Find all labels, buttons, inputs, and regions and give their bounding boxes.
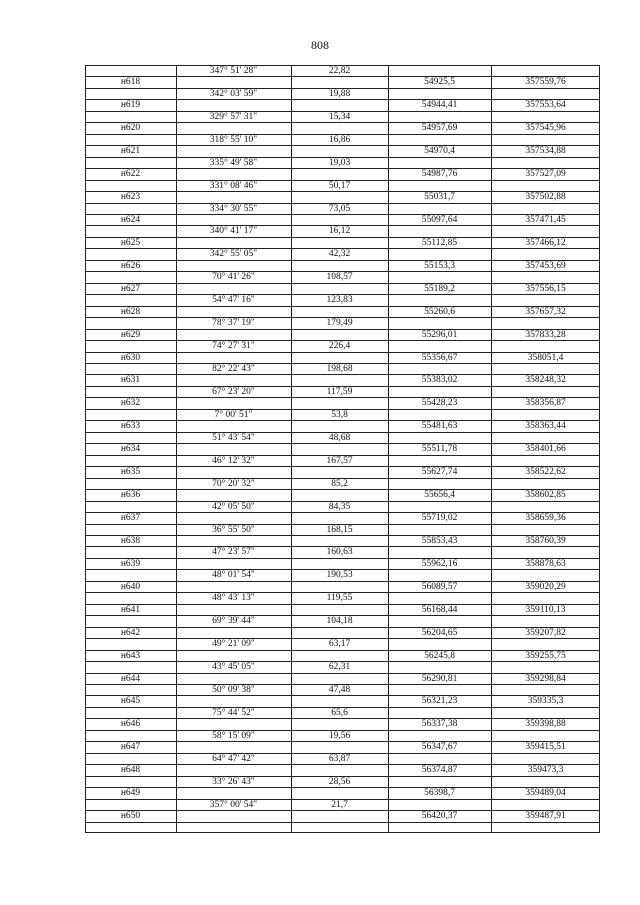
segment-length: 50,17 xyxy=(328,180,351,191)
point-name: н639 xyxy=(120,558,141,569)
segment-length: 198,68 xyxy=(326,364,353,375)
segment-angle: 36° 55' 50" xyxy=(212,524,255,535)
coordinate-x: 55719,02 xyxy=(421,513,458,524)
coordinate-y: 358356,87 xyxy=(525,398,566,409)
point-name: н629 xyxy=(120,329,141,340)
segment-angle: 43° 45' 05" xyxy=(212,662,255,673)
coordinate-x: 56374,87 xyxy=(421,765,458,776)
coordinate-y: 358602,85 xyxy=(525,490,566,501)
coordinate-x: 55153,3 xyxy=(424,260,455,271)
point-name: н633 xyxy=(120,421,141,432)
coordinate-y: 357471,45 xyxy=(525,215,566,225)
point-name: н618 xyxy=(120,77,141,88)
segment-length: 119,55 xyxy=(326,593,353,604)
coordinate-y: 357833,28 xyxy=(525,329,566,340)
coordinate-x: 55511,78 xyxy=(421,444,458,455)
coordinate-y: 358760,39 xyxy=(525,535,566,546)
point-name: н645 xyxy=(120,696,141,707)
coordinate-y: 357559,76 xyxy=(525,77,566,88)
coordinate-x: 56337,38 xyxy=(421,719,458,730)
segment-length: 63,87 xyxy=(328,753,351,764)
segment-angle: 58° 15' 09" xyxy=(212,730,255,741)
coordinate-x: 55962,16 xyxy=(421,558,458,569)
segment-length: 179,49 xyxy=(326,318,353,329)
segment-angle: 329° 57' 31" xyxy=(209,111,258,122)
segment-angle: 69° 39' 44" xyxy=(212,616,255,627)
segment-angle: 48° 43' 13" xyxy=(212,593,255,604)
segment-angle: 70° 41' 26" xyxy=(212,272,255,283)
segment-length: 19,03 xyxy=(328,157,351,168)
segment-length: 63,17 xyxy=(328,639,351,650)
point-name: н640 xyxy=(120,581,141,592)
coordinate-y: 358363,44 xyxy=(525,421,566,432)
coordinate-x: 55097,64 xyxy=(421,215,458,225)
point-name: н638 xyxy=(120,535,141,546)
segment-angle: 64° 47' 42" xyxy=(212,753,255,764)
segment-length: 42,32 xyxy=(328,249,351,260)
point-name: н636 xyxy=(120,490,141,501)
segment-length: 19,88 xyxy=(328,88,351,99)
coordinate-x: 56398,7 xyxy=(424,788,455,799)
point-name: н619 xyxy=(120,100,141,111)
point-name: н630 xyxy=(120,352,141,363)
coordinate-x: 56321,23 xyxy=(421,696,458,707)
point-name: н621 xyxy=(120,146,141,157)
segment-length: 123,83 xyxy=(326,295,353,306)
coordinate-y: 358051,4 xyxy=(527,352,564,363)
segment-angle: 342° 55' 05" xyxy=(209,249,258,260)
segment-length: 15,34 xyxy=(328,111,351,122)
segment-angle: 42° 05' 50" xyxy=(212,501,255,512)
segment-angle: 70° 20' 32" xyxy=(212,478,255,489)
coordinate-x: 55189,2 xyxy=(424,283,455,294)
point-name: н624 xyxy=(120,215,141,225)
segment-angle: 51° 43' 54" xyxy=(212,432,255,443)
segment-length: 160,63 xyxy=(326,547,353,558)
coordinate-y: 357553,64 xyxy=(525,100,566,111)
coordinate-y: 359489,04 xyxy=(525,788,566,799)
coordinate-y: 359255,75 xyxy=(525,650,566,661)
segment-angle xyxy=(177,822,290,835)
coordinate-y: 357527,09 xyxy=(525,169,566,180)
segment-length: 226,4 xyxy=(328,341,351,352)
segment-length: 16,86 xyxy=(328,134,351,145)
point-name: н641 xyxy=(120,604,141,615)
coordinate-x: 55656,4 xyxy=(424,490,455,501)
segment-angle: 33° 26' 43" xyxy=(212,776,255,787)
segment-angle: 347° 51' 28" xyxy=(209,66,258,76)
segment-angle: 75° 44' 52" xyxy=(212,707,255,718)
segment-length: 104,18 xyxy=(326,616,353,627)
coordinate-x: 55428,23 xyxy=(421,398,458,409)
coordinate-x: 56347,67 xyxy=(421,742,458,753)
coordinate-x: 56204,65 xyxy=(421,627,458,638)
point-name: н631 xyxy=(120,375,141,386)
coordinate-x: 55383,02 xyxy=(421,375,458,386)
segment-angle: 49° 21' 09" xyxy=(212,639,255,650)
point-name: н622 xyxy=(120,169,141,180)
coordinate-x: 54925,5 xyxy=(424,77,455,88)
point-name: н634 xyxy=(120,444,141,455)
segment-length: 84,35 xyxy=(328,501,351,512)
segment-length: 21,7 xyxy=(331,799,348,810)
segment-angle: 82° 22' 43" xyxy=(212,364,255,375)
point-name: н637 xyxy=(120,513,141,524)
point-name: н635 xyxy=(120,467,141,478)
segment-angle: 78° 37' 19" xyxy=(212,318,255,329)
point-name: н627 xyxy=(120,283,141,294)
coordinate-y: 359298,84 xyxy=(525,673,566,684)
coordinate-x: 56089,57 xyxy=(421,581,458,592)
coordinate-x: 56245,8 xyxy=(424,650,455,661)
segment-angle: 335° 49' 58" xyxy=(209,157,258,168)
coordinate-x: 55853,43 xyxy=(421,535,458,546)
segment-length: 73,05 xyxy=(328,203,351,214)
coordinate-x: 55031,7 xyxy=(424,192,455,203)
segment-angle: 357° 00' 54" xyxy=(209,799,258,810)
segment-length: 117,59 xyxy=(326,386,353,397)
coordinate-x: 55296,01 xyxy=(421,329,458,340)
segment-angle: 46° 12' 32" xyxy=(212,455,255,466)
coordinate-x: 56290,81 xyxy=(421,673,458,684)
coordinate-x: 54944,41 xyxy=(421,100,458,111)
coordinate-y: 357534,88 xyxy=(525,146,566,157)
segment-length: 190,53 xyxy=(326,570,353,581)
coordinate-x: 55260,6 xyxy=(424,306,455,317)
segment-length: 108,57 xyxy=(326,272,353,283)
segment-length: 53,8 xyxy=(331,409,348,420)
coordinate-x: 56168,44 xyxy=(421,604,458,615)
segment-length: 48,68 xyxy=(328,432,351,443)
coordinate-y: 358401,66 xyxy=(525,444,566,455)
coordinate-y: 359415,51 xyxy=(525,742,566,753)
coordinate-y: 359020,29 xyxy=(525,581,566,592)
coordinate-x: 55112,85 xyxy=(421,237,458,248)
coordinate-y: 359207,82 xyxy=(525,627,566,638)
segment-length: 19,56 xyxy=(328,730,351,741)
segment-angle: 74° 27' 31" xyxy=(212,341,255,352)
coordinate-y: 359473,3 xyxy=(527,765,564,776)
segment-angle: 67° 23' 20" xyxy=(212,386,255,397)
coordinate-y: 359487,91 xyxy=(525,811,566,822)
segment-angle: 340° 41' 17" xyxy=(209,226,258,237)
coordinate-y: 359398,88 xyxy=(525,719,566,730)
segment-angle: 54° 47' 16" xyxy=(212,295,255,306)
point-name: н620 xyxy=(120,123,141,134)
coordinate-x: 55481,63 xyxy=(421,421,458,432)
point-name: н632 xyxy=(120,398,141,409)
coordinate-y: 358248,32 xyxy=(525,375,566,386)
point-name: н649 xyxy=(120,788,141,799)
coordinate-y: 357453,69 xyxy=(525,260,566,271)
coordinate-x: 54957,69 xyxy=(421,123,458,134)
coordinate-y: 357657,32 xyxy=(525,306,566,317)
coordinate-y: 358878,63 xyxy=(525,558,566,569)
segment-angle: 47° 23' 57" xyxy=(212,547,255,558)
segment-length: 85,2 xyxy=(331,478,348,489)
point-name: н643 xyxy=(120,650,141,661)
segment-length: 16,12 xyxy=(328,226,351,237)
point-name: н626 xyxy=(120,260,141,271)
segment-angle: 7° 00' 51" xyxy=(214,409,253,420)
point-name: н650 xyxy=(120,811,141,822)
point-name: н623 xyxy=(120,192,141,203)
segment-length: 65,6 xyxy=(331,707,348,718)
point-name: н644 xyxy=(120,673,141,684)
point-name: н628 xyxy=(120,306,141,317)
coordinate-y: 357466,12 xyxy=(525,237,566,248)
coordinate-y: 358659,36 xyxy=(525,513,566,524)
coordinate-y: 359335,3 xyxy=(527,696,564,707)
segment-angle: 318° 55' 10" xyxy=(209,134,258,145)
segment-angle: 50° 09' 38" xyxy=(212,684,255,695)
segment-length: 167,57 xyxy=(326,455,353,466)
coordinate-x: 54970,4 xyxy=(424,146,455,157)
segment-angle: 331° 08' 46" xyxy=(209,180,258,191)
segment-angle: 334° 30' 55" xyxy=(209,203,258,214)
point-name: н646 xyxy=(120,719,141,730)
point-name: н648 xyxy=(120,765,141,776)
segment-length: 62,31 xyxy=(328,662,351,673)
segment-angle: 48° 01' 54" xyxy=(212,570,255,581)
segment-length: 28,56 xyxy=(328,776,351,787)
point-name: н625 xyxy=(120,237,141,248)
coordinate-y: 357556,15 xyxy=(525,283,566,294)
coordinate-x: 55356,67 xyxy=(421,352,458,363)
coordinates-table xyxy=(85,65,600,833)
segment-length: 168,15 xyxy=(326,524,353,535)
coordinate-y: 359110,13 xyxy=(525,604,566,615)
coordinate-y: 357502,88 xyxy=(525,192,566,203)
segment-length xyxy=(292,822,387,835)
segment-length: 47,48 xyxy=(328,684,351,695)
coordinate-y: 358522,62 xyxy=(525,467,566,478)
coordinate-x: 55627,74 xyxy=(421,467,458,478)
coordinate-x: 56420,37 xyxy=(421,811,458,822)
point-name: н647 xyxy=(120,742,141,753)
point-name: н642 xyxy=(120,627,141,638)
segment-length: 22,82 xyxy=(328,66,351,76)
segment-angle: 342° 03' 59" xyxy=(209,88,258,99)
coordinate-y: 357545,96 xyxy=(525,123,566,134)
coordinate-x: 54987,76 xyxy=(421,169,458,180)
page-number: 808 xyxy=(311,38,329,52)
